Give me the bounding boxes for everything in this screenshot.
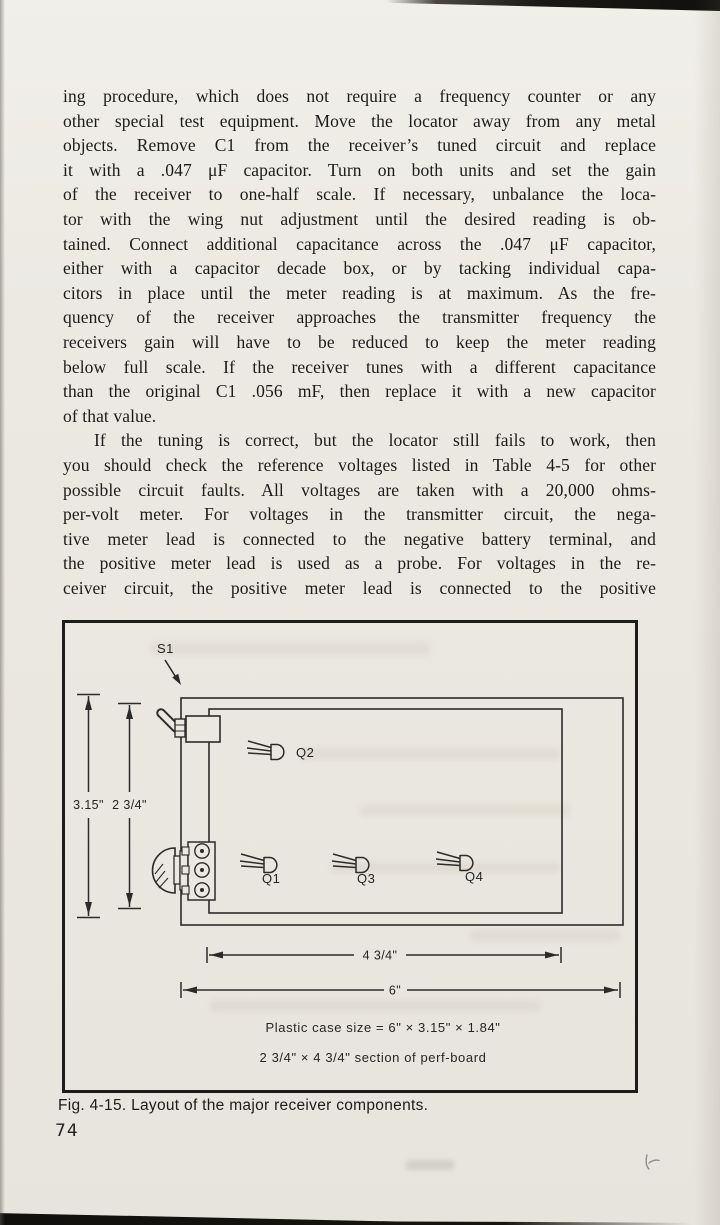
collar-inner (174, 856, 180, 884)
body-line: per-volt meter. For voltages in the transmitter circuit, the nega- (63, 504, 656, 525)
figure-4-15 (62, 620, 638, 1094)
body-line: ing procedure, which does not require a frequency counter or any (63, 86, 656, 106)
scan-edge-left (0, 0, 5, 1225)
pen-mark (640, 1152, 666, 1178)
transistor-q2 (247, 741, 284, 760)
switch-bushing (175, 719, 185, 737)
board-size-note: 2 3/4" × 4 3/4" section of perf-board (259, 1050, 487, 1065)
body-line: receivers gain will have to be reduced to keep the meter reading (63, 331, 656, 352)
body-line: of that value. (63, 405, 157, 426)
case-size-note: Plastic case size = 6" × 3.15" × 1.84" (265, 1020, 501, 1035)
body-line: other special test equipment. Move the locator away from any metal (63, 110, 656, 131)
case-height-value: 3.15" (73, 798, 104, 812)
body-line: ceiver circuit, the positive meter lead is connected to the positive (63, 577, 656, 598)
q4-label: Q4 (465, 869, 484, 884)
body-line: quency of the receiver approaches the transmitter frequency the (63, 307, 656, 328)
body-line: tor with the wing nut adjustment until the desired reading is ob- (63, 208, 656, 229)
scan-edge-top (386, 0, 720, 11)
earphone-dome (153, 848, 176, 893)
earphone-assembly (153, 842, 216, 900)
board-height-value: 2 3/4" (112, 798, 147, 812)
body-line: either with a capacitor decade box, or by tacking individual capa- (63, 258, 656, 279)
q1-label: Q1 (262, 871, 281, 886)
body-line: the positive meter lead is used as a probe. For voltages in the re- (63, 553, 656, 574)
toggle-switch (161, 713, 220, 742)
body-line: below full scale. If the receiver tunes with a different capacitance (63, 356, 656, 377)
body-line: citors in place until the meter reading is at maximum. As the fre- (63, 282, 656, 303)
switch-pointer-arrow (165, 660, 181, 685)
page-number: 74 (55, 1121, 79, 1141)
ink-smudge (406, 1160, 454, 1170)
body-line: it with a .047 μF capacitor. Turn on both units and set the gain (63, 159, 656, 180)
q2-label: Q2 (296, 745, 315, 760)
body-line: tained. Connect additional capacitance across the .047 μF capacitor, (63, 233, 656, 254)
q3-label: Q3 (357, 871, 376, 886)
body-line: you should check the reference voltages listed in Table 4-5 for other (63, 454, 656, 475)
body-line: than the original C1 .056 mF, then replace it with a new capacitor (63, 381, 656, 402)
terminal-eyelets (182, 844, 209, 897)
body-line: tive meter lead is connected to the negative battery terminal, and (63, 528, 656, 549)
plastic-case-outline (181, 698, 623, 925)
scan-edge-bottom (0, 1211, 720, 1225)
case-width-value: 6" (388, 983, 402, 998)
board-width-value: 4 3/4" (362, 948, 398, 963)
figure-caption: Fig. 4-15. Layout of the major receiver components. (58, 1097, 429, 1114)
body-line: objects. Remove C1 from the receiver’s tuned circuit and replace (63, 135, 656, 156)
switch-label: S1 (157, 641, 174, 656)
switch-body (186, 716, 220, 742)
body-text (63, 84, 656, 600)
body-line: of the receiver to one-half scale. If necessary, unbalance the loca- (63, 184, 656, 205)
scan-shade-right (694, 0, 720, 1225)
body-line: If the tuning is correct, but the locator still fails to work, then (94, 430, 656, 451)
body-line: possible circuit faults. All voltages are taken with a 20,000 ohms- (63, 479, 656, 500)
